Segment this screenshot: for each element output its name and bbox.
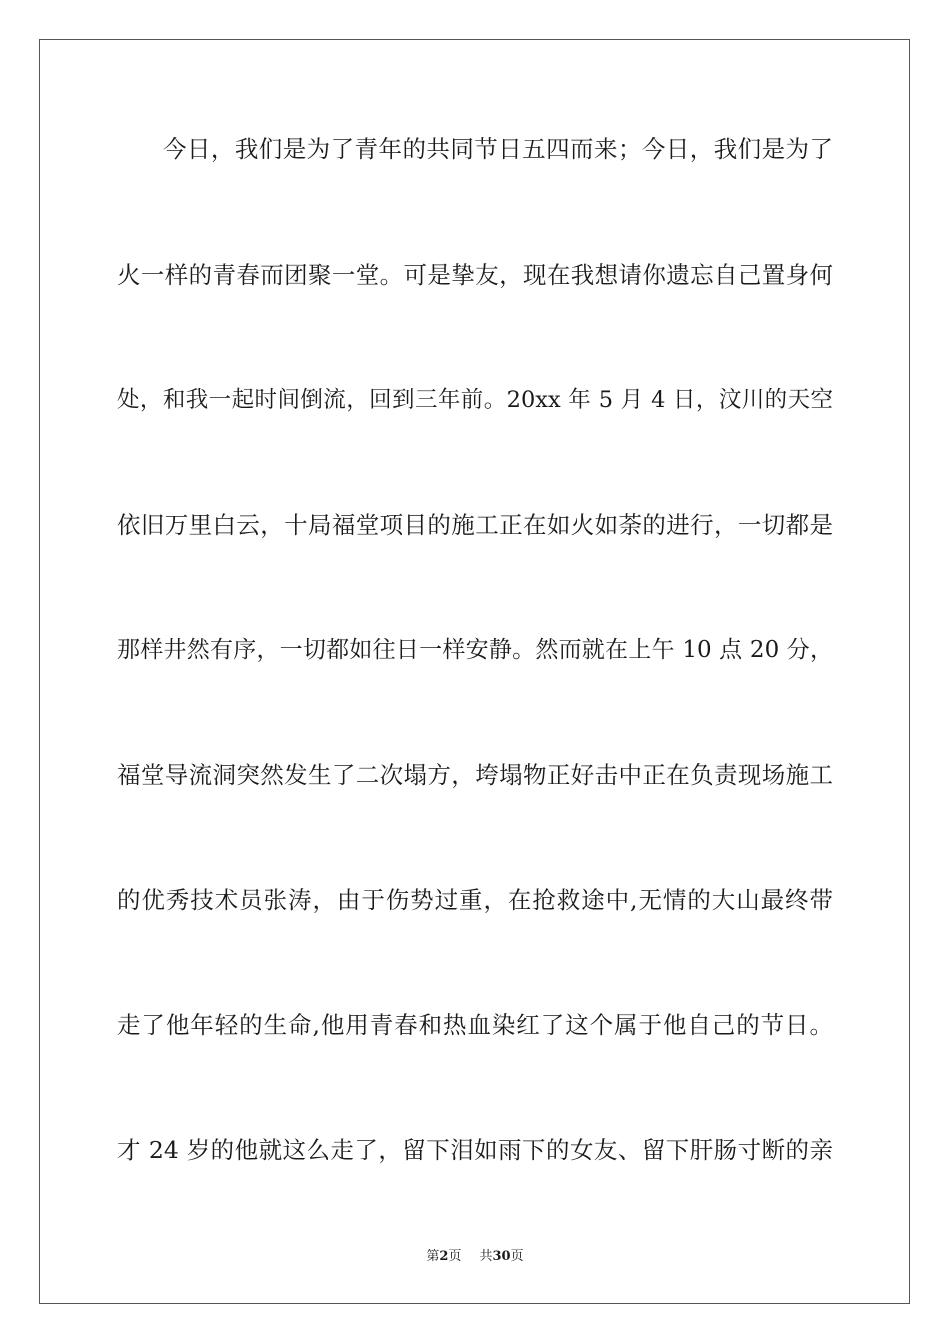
page-footer	[0, 1248, 950, 1266]
paragraph-line-3: 处，和我一起时间倒流，回到三年前。20xx 年 5 月 4 日，汶川的天空	[117, 387, 833, 413]
paragraph-line-8: 走了他年轻的生命,他用青春和热血染红了这个属于他自己的节日。	[117, 1011, 833, 1039]
total-prefix: 共	[479, 1249, 493, 1264]
page-suffix: 页	[448, 1249, 462, 1264]
page-total: 30	[492, 1249, 511, 1264]
paragraph-line-4: 依旧万里白云，十局福堂项目的施工正在如火如荼的进行，一切都是	[117, 511, 833, 539]
page-current: 2	[439, 1249, 449, 1264]
paragraph-line-5: 那样井然有序，一切都如往日一样安静。然而就在上午 10 点 20 分，	[117, 637, 833, 663]
page-prefix: 第	[426, 1249, 440, 1264]
total-suffix: 页	[510, 1249, 524, 1264]
paragraph-line-7: 的优秀技术员张涛，由于伤势过重，在抢救途中,无情的大山最终带	[117, 886, 833, 914]
paragraph-line-2: 火一样的青春而团聚一堂。可是挚友，现在我想请你遗忘自己置身何	[117, 261, 833, 289]
paragraph-line-6: 福堂导流洞突然发生了二次塌方，垮塌物正好击中正在负责现场施工	[117, 761, 833, 789]
paragraph-line-1: 今日，我们是为了青年的共同节日五四而来；今日，我们是为了	[163, 135, 833, 163]
page-frame	[39, 39, 910, 1304]
paragraph-line-9: 才 24 岁的他就这么走了，留下泪如雨下的女友、留下肝肠寸断的亲	[117, 1136, 833, 1164]
